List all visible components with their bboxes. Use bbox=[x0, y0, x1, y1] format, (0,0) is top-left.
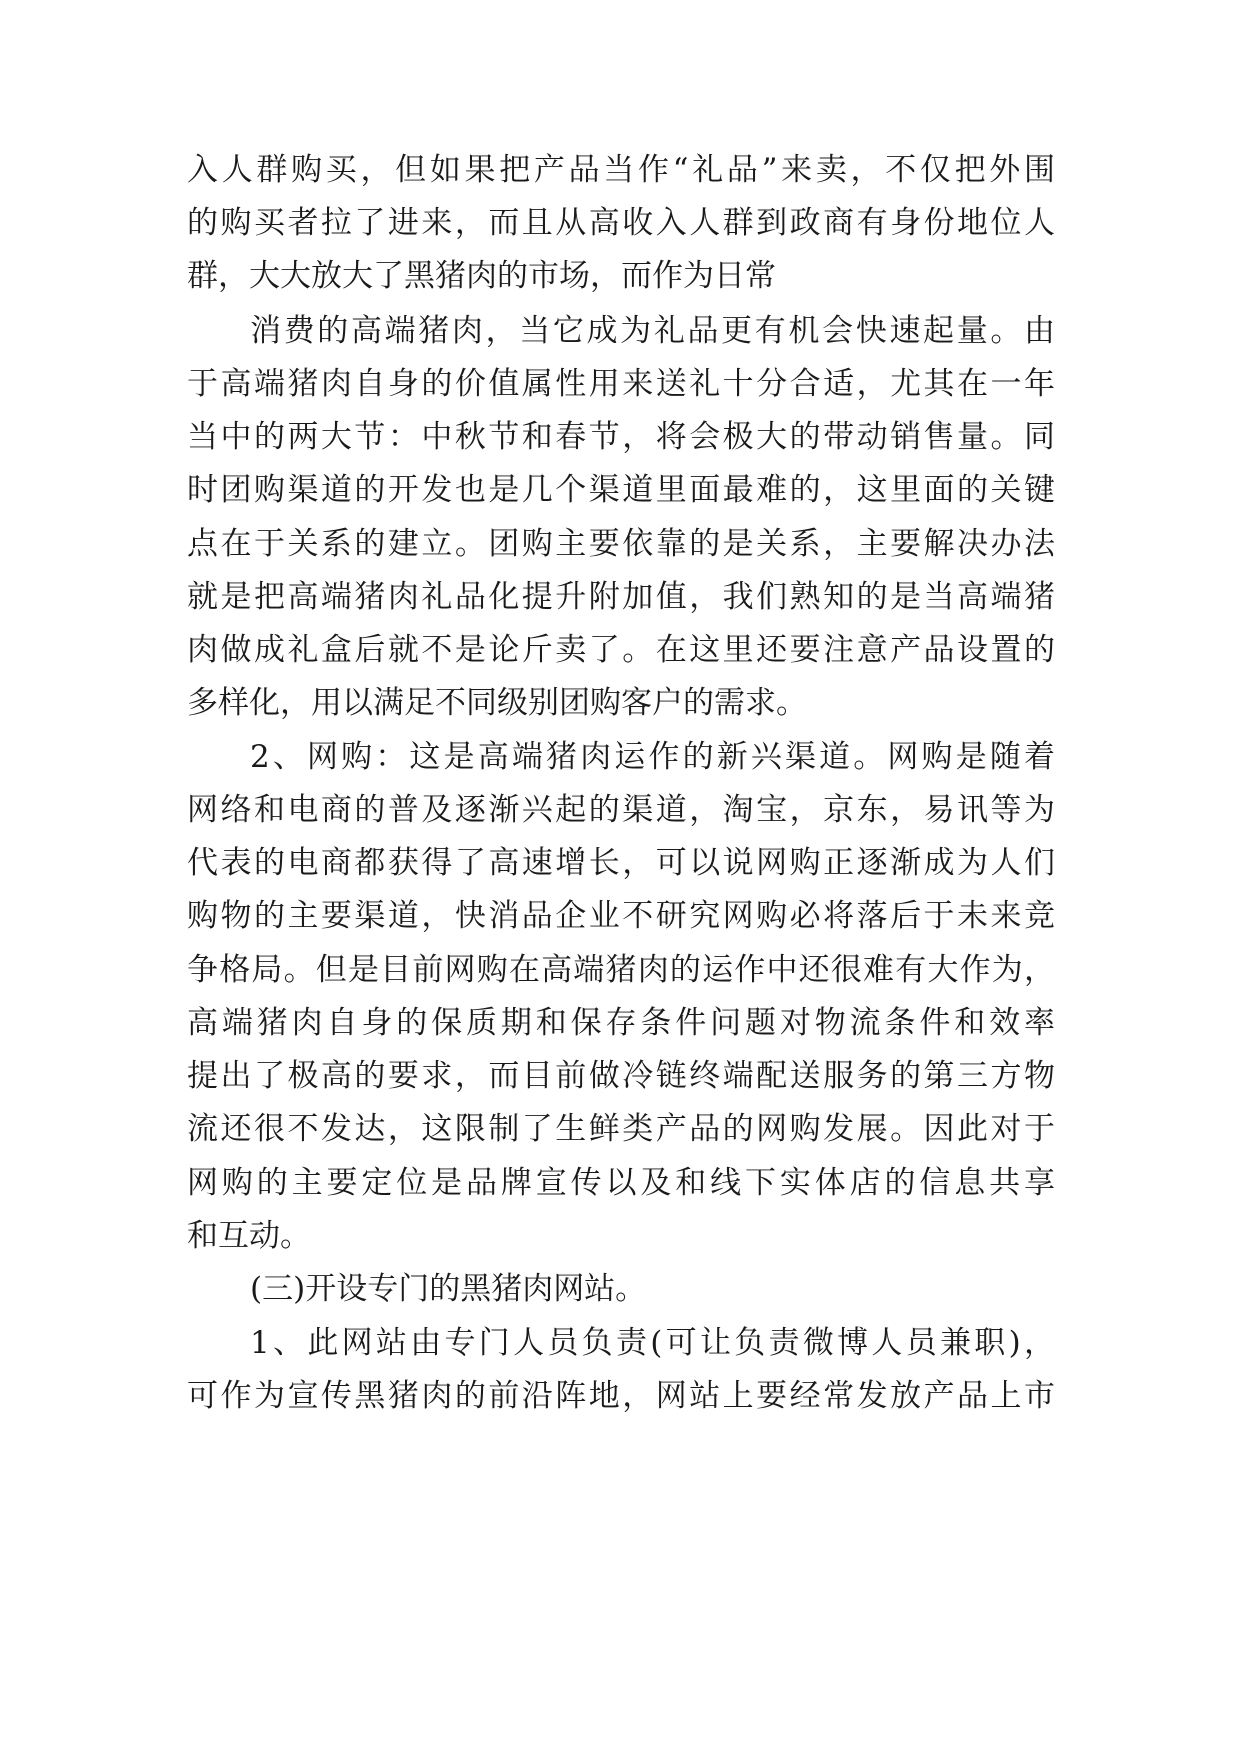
text-line: 网购的主要定位是品牌宣传以及和线下实体店的信息共享 bbox=[187, 1165, 1055, 1201]
text-line: 购物的主要渠道，快消品企业不研究网购必将落后于未来竞 bbox=[187, 898, 1055, 934]
text-line: 高端猪肉自身的保质期和保存条件问题对物流条件和效率 bbox=[187, 1005, 1055, 1041]
text-line: 的购买者拉了进来，而且从高收入人群到政商有身份地位人 bbox=[187, 205, 1055, 241]
text-line: 消费的高端猪肉，当它成为礼品更有机会快速起量。由 bbox=[250, 313, 1055, 349]
text-line: 2、网购：这是高端猪肉运作的新兴渠道。网购是随着 bbox=[250, 739, 1055, 775]
text-line: 点在于关系的建立。团购主要依靠的是关系，主要解决办法 bbox=[187, 526, 1055, 562]
text-line: 入人群购买，但如果把产品当作“礼品”来卖，不仅把外围 bbox=[187, 152, 1055, 188]
text-line: 争格局。但是目前网购在高端猪肉的运作中还很难有大作为， bbox=[187, 952, 1055, 988]
text-line: 和互动。 bbox=[187, 1218, 311, 1254]
text-line: 网络和电商的普及逐渐兴起的渠道，淘宝，京东，易讯等为 bbox=[187, 792, 1055, 828]
text-line: 就是把高端猪肉礼品化提升附加值，我们熟知的是当高端猪 bbox=[187, 579, 1055, 615]
text-line: 肉做成礼盒后就不是论斤卖了。在这里还要注意产品设置的 bbox=[187, 632, 1055, 668]
text-line: 时团购渠道的开发也是几个渠道里面最难的，这里面的关键 bbox=[187, 472, 1055, 508]
text-line: 1、此网站由专门人员负责(可让负责微博人员兼职)， bbox=[250, 1325, 1055, 1361]
text-line: 代表的电商都获得了高速增长，可以说网购正逐渐成为人们 bbox=[187, 845, 1055, 881]
text-line: (三)开设专门的黑猪肉网站。 bbox=[250, 1271, 647, 1307]
text-line: 于高端猪肉自身的价值属性用来送礼十分合适，尤其在一年 bbox=[187, 366, 1055, 402]
text-line: 流还很不发达，这限制了生鲜类产品的网购发展。因此对于 bbox=[187, 1111, 1055, 1147]
text-line: 群，大大放大了黑猪肉的市场，而作为日常 bbox=[187, 258, 776, 294]
text-line: 多样化，用以满足不同级别团购客户的需求。 bbox=[187, 685, 807, 721]
text-line: 提出了极高的要求，而目前做冷链终端配送服务的第三方物 bbox=[187, 1058, 1055, 1094]
text-line: 可作为宣传黑猪肉的前沿阵地，网站上要经常发放产品上市 bbox=[187, 1378, 1055, 1414]
text-line: 当中的两大节：中秋节和春节，将会极大的带动销售量。同 bbox=[187, 419, 1055, 455]
